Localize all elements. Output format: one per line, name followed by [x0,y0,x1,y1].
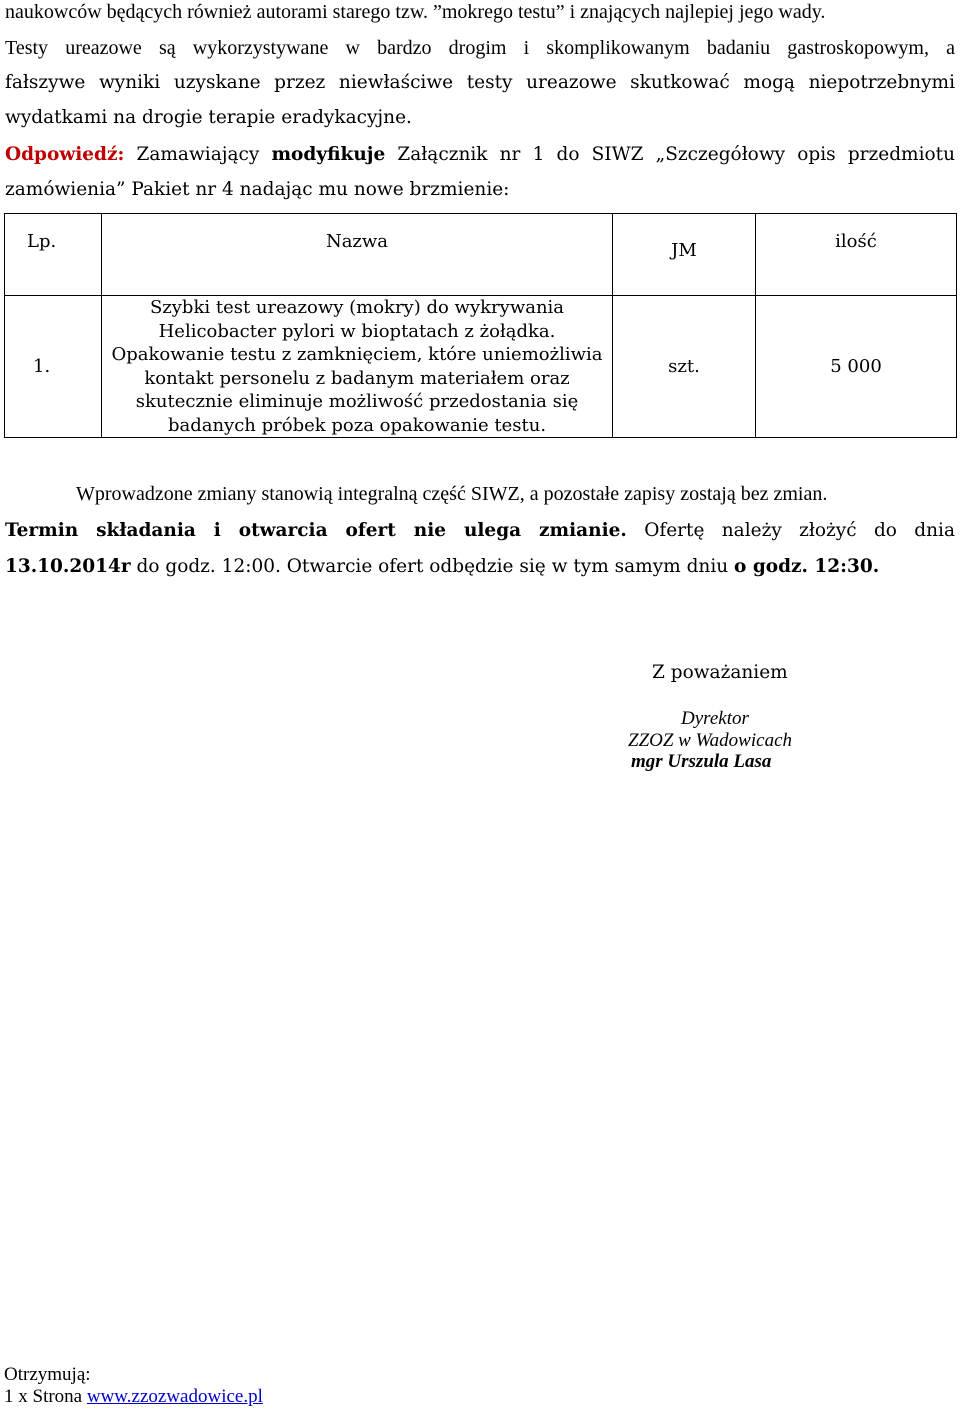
answer-line [5,143,955,167]
notice-bold: Termin składania i otwarcia ofert nie ulega zmianie. [5,520,627,541]
row-name-line: badanych próbek poza opakowanie testu. [167,414,547,436]
row-name-line: Helicobacter pylori w bioptatach z żołądka. [158,320,556,342]
header-lp: Lp. [5,214,102,296]
header-name: Nazwa [102,214,613,296]
row-qty: 5 000 [756,296,957,438]
signature-org: ZZOZ w Wadowicach [628,730,792,751]
paragraph-line: wydatkami na drogie terapie eradykacyjne. [5,107,412,128]
answer-text: Zamawiający [124,144,272,165]
row-name-line: Opakowanie testu z zamknięciem, które uniemożliwia [111,344,603,365]
recipients-label: Otrzymują: [4,1364,91,1385]
table-header-row [5,214,957,296]
paragraph-line: fałszywe wyniki uzyskane przez niewłaściwe testy ureazowe skutkować mogą niepotrzebnymi [5,72,955,93]
notice-line: Wprowadzone zmiany stanowią integralną część SIWZ, a pozostałe zapisy zostają bez zmian. [76,483,828,505]
notice-line-3 [5,555,879,579]
answer-label: Odpowiedź: [5,144,125,165]
signature-name: mgr Urszula Lasa [631,751,772,772]
answer-text: Załącznik nr 1 do SIWZ „Szczegółowy opis przedmiotu [385,144,955,165]
row-lp: 1. [5,296,102,438]
recipient-line [4,1385,263,1409]
row-name-line: skutecznie eliminuje możliwość przedostania się [135,391,579,412]
header-jm: JM [613,214,756,296]
notice-date: 13.10.2014r [5,556,131,577]
closing-greeting: Z poważaniem [652,662,788,683]
paragraph-line: Testy ureazowe są wykorzystywane w bardzo drogim i skomplikowanym badaniu gastroskopowym, a [5,37,955,59]
paragraph-line: naukowców będących również autorami starego tzw. ”mokrego testu” i znających najlepiej jego wady. [5,1,826,23]
row-name-line: kontakt personelu z badanym materiałem oraz [144,367,570,389]
website-link[interactable]: www.zzozwadowice.pl [86,1386,263,1407]
table-row [5,296,957,438]
notice-time: o godz. 12:30. [734,556,880,577]
answer-line-2: zamówienia” Pakiet nr 4 nadając mu nowe brzmienie: [5,179,510,200]
spec-table [4,213,957,438]
answer-bold: modyfikuje [271,144,386,165]
row-name-line: Szybki test ureazowy (mokry) do wykrywania [149,297,565,318]
notice-text: do godz. 12:00. Otwarcie ofert odbędzie się w tym samym dniu [130,556,735,577]
row-name [102,296,613,438]
row-jm: szt. [613,296,756,438]
notice-text: Ofertę należy złożyć do dnia [626,520,955,541]
recipient-prefix: 1 x Strona [4,1386,87,1407]
header-qty: ilość [756,214,957,296]
notice-line-2 [5,519,955,543]
signature-title: Dyrektor [681,708,749,729]
